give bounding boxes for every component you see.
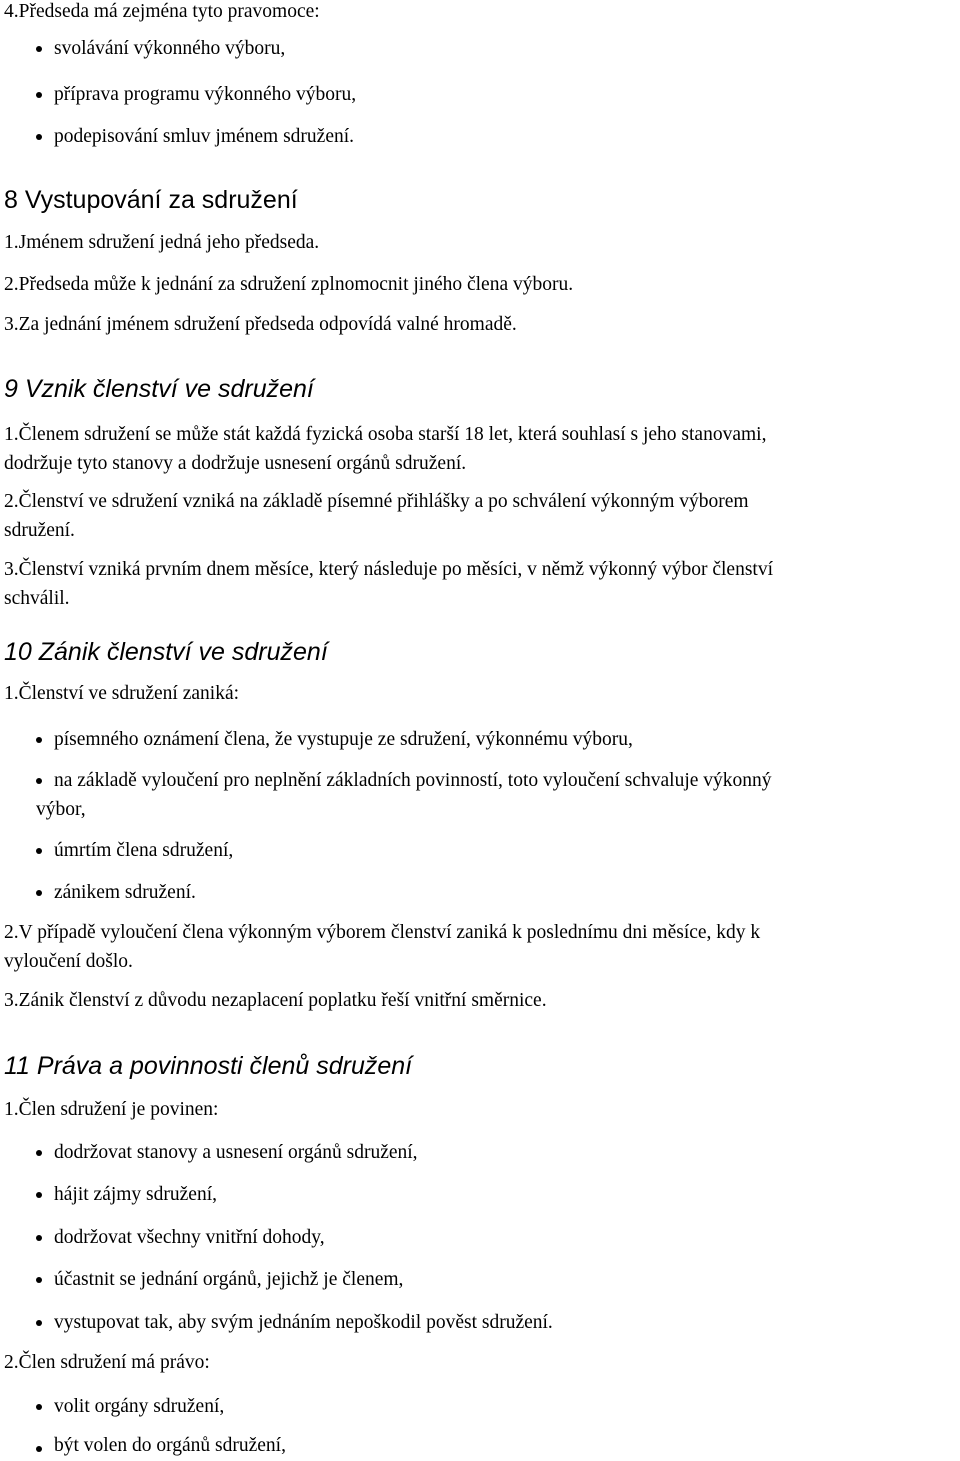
list-item: zánikem sdružení. xyxy=(54,882,196,903)
bullet-icon xyxy=(36,46,42,52)
section-8-item-2: 2.Předseda může k jednání za sdružení zplnomocnit jiného člena výboru. xyxy=(4,274,574,295)
section-9-p3-line1: 3.Členství vzniká prvním dnem měsíce, který následuje po měsíci, v němž výkonný výbor členství xyxy=(4,559,774,580)
section-10-p3: 3.Zánik členství z důvodu nezaplacení poplatku řeší vnitřní směrnice. xyxy=(4,990,547,1011)
section-9-p1-line2: dodržuje tyto stanovy a dodržuje usnesení orgánů sdružení. xyxy=(4,453,467,474)
list-item: účastnit se jednání orgánů, jejichž je členem, xyxy=(54,1269,404,1290)
bullet-icon xyxy=(36,1277,42,1283)
bullet-icon xyxy=(36,1235,42,1241)
bullet-icon xyxy=(36,1192,42,1198)
list-item: hájit zájmy sdružení, xyxy=(54,1184,217,1205)
list-item: písemného oznámení člena, že vystupuje ze sdružení, výkonnému výboru, xyxy=(54,729,633,750)
bullet-icon xyxy=(36,848,42,854)
section-10-p2-line1: 2.V případě vyloučení člena výkonným výborem členství zaniká k poslednímu dni měsíce, kdy k xyxy=(4,922,761,943)
section-10-intro: 1.Členství ve sdružení zaniká: xyxy=(4,683,240,704)
section-10-heading: 10 Zánik členství ve sdružení xyxy=(4,638,328,666)
section-4-intro: 4.Předseda má zejména tyto pravomoce: xyxy=(4,1,320,22)
list-item: příprava programu výkonného výboru, xyxy=(54,84,357,105)
list-item: dodržovat stanovy a usnesení orgánů sdružení, xyxy=(54,1142,418,1163)
list-item: na základě vyloučení pro neplnění základních povinností, toto vyloučení schvaluje výkonný xyxy=(54,770,772,791)
section-8-item-1: 1.Jménem sdružení jedná jeho předseda. xyxy=(4,232,320,253)
bullet-icon xyxy=(36,890,42,896)
list-item: být volen do orgánů sdružení, xyxy=(54,1435,286,1456)
list-item: dodržovat všechny vnitřní dohody, xyxy=(54,1227,325,1248)
list-item-continuation: výbor, xyxy=(36,799,86,820)
section-11-heading: 11 Práva a povinnosti členů sdružení xyxy=(4,1052,413,1080)
bullet-icon xyxy=(36,1150,42,1156)
section-10-p2-line2: vyloučení došlo. xyxy=(4,951,133,972)
bullet-icon xyxy=(36,1446,42,1452)
list-item: volit orgány sdružení, xyxy=(54,1396,225,1417)
list-item: podepisování smluv jménem sdružení. xyxy=(54,126,355,147)
list-item: vystupovat tak, aby svým jednáním nepoškodil pověst sdružení. xyxy=(54,1312,553,1333)
bullet-icon xyxy=(36,92,42,98)
bullet-icon xyxy=(36,737,42,743)
section-9-p2-line1: 2.Členství ve sdružení vzniká na základě písemné přihlášky a po schválení výkonným výborem xyxy=(4,491,749,512)
section-8-item-3: 3.Za jednání jménem sdružení předseda odpovídá valné hromadě. xyxy=(4,314,517,335)
section-9-p2-line2: sdružení. xyxy=(4,520,75,541)
bullet-icon xyxy=(36,1404,42,1410)
section-11-intro-1: 1.Člen sdružení je povinen: xyxy=(4,1099,219,1120)
section-9-heading: 9 Vznik členství ve sdružení xyxy=(4,375,314,403)
section-9-p3-line2: schválil. xyxy=(4,588,70,609)
list-item: svolávání výkonného výboru, xyxy=(54,38,286,59)
bullet-icon xyxy=(36,1320,42,1326)
list-item: úmrtím člena sdružení, xyxy=(54,840,234,861)
bullet-icon xyxy=(36,778,42,784)
section-9-p1-line1: 1.Členem sdružení se může stát každá fyzická osoba starší 18 let, která souhlasí s jeho stanovami, xyxy=(4,424,767,445)
section-8-heading: 8 Vystupování za sdružení xyxy=(4,186,298,214)
bullet-icon xyxy=(36,134,42,140)
section-11-intro-2: 2.Člen sdružení má právo: xyxy=(4,1352,210,1373)
